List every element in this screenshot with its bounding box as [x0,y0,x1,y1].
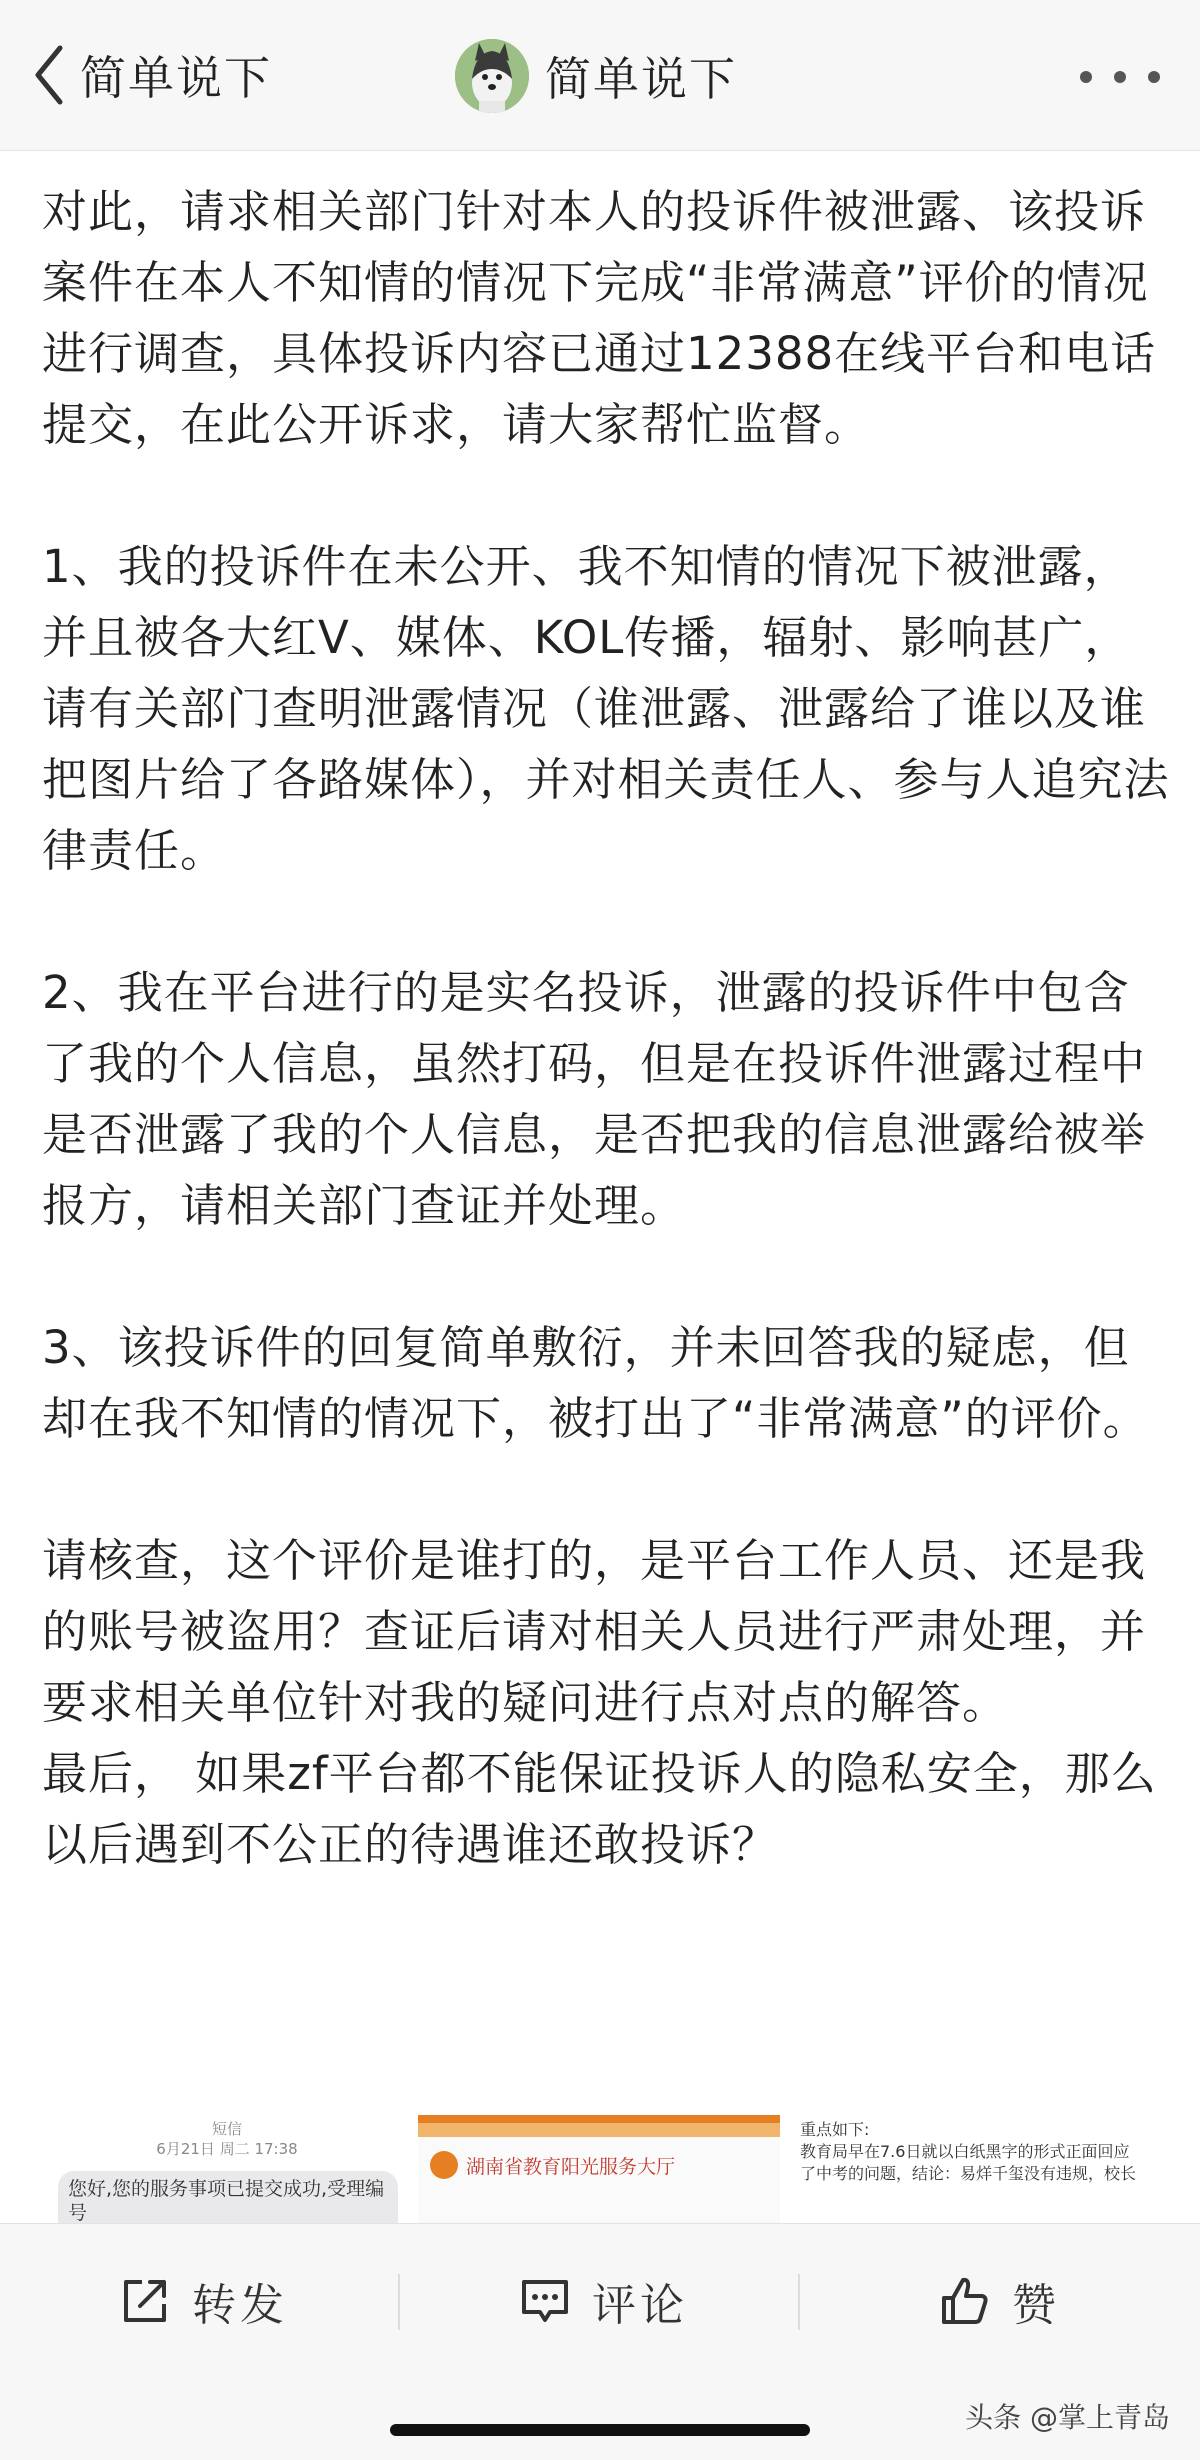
website-screenshot-image[interactable] [418,2115,780,2223]
share-icon [118,2274,172,2328]
thumbs-up-icon [938,2274,992,2328]
account-header[interactable] [455,38,737,114]
article-paragraph: 请核查，这个评价是谁打的，是平台工作人员、还是我的账号被盗用？查证后请对相关人员进行严肃处理，并要求相关单位针对我的疑问进行点对点的解答。 [42,1534,1147,1729]
image-strip[interactable] [0,2115,1200,2223]
more-options-button[interactable] [1080,52,1160,102]
source-watermark: 头条 @掌上青岛 [965,2401,1170,2434]
divider [798,2274,800,2330]
article-paragraph: 3、该投诉件的回复简单敷衍，并未回答我的疑虑，但却在我不知情的情况下，被打出了“非常满意”的评价。 [42,1321,1149,1445]
sms-header: 短信 [211,2120,242,2138]
notes-heading: 重点如下: [800,2120,870,2139]
husky-avatar-icon [455,39,529,113]
comment-button[interactable] [518,2266,688,2336]
notes-screenshot-image[interactable] [800,2115,1160,2223]
article-paragraph: 对此，请求相关部门针对本人的投诉件被泄露、该投诉案件在本人不知情的情况下完成“非常满意”评价的情况进行调查，具体投诉内容已通过12388在线平台和电话提交，在此公开诉求，请大家帮忙监督。 [42,185,1157,451]
comment-icon [518,2274,572,2328]
more-dot-icon [1148,71,1160,83]
more-dot-icon [1080,71,1092,83]
forward-label: 转发 [192,2280,288,2331]
chevron-left-icon [30,42,70,108]
bottom-action-bar [0,2223,1200,2460]
more-dot-icon [1114,71,1126,83]
page-title: 简单说下 [545,52,737,106]
top-nav-bar [0,0,1200,151]
notes-line: 了中考的问题，结论：易烊千玺没有违规，校长 [800,2164,1137,2183]
website-nav-strip [418,2123,780,2137]
sms-bubble: 您好,您的服务事项已提交成功,受理编号 [58,2171,398,2223]
back-button[interactable] [30,40,272,110]
article-body [42,176,1172,1880]
website-title: 湖南省教育阳光服务大厅 [466,2155,676,2178]
avatar[interactable] [455,39,529,113]
article-paragraph: 最后， 如果zf平台都不能保证投诉人的隐私安全，那么以后遇到不公正的待遇谁还敢投诉？ [42,1747,1157,1871]
article-paragraph: 1、我的投诉件在未公开、我不知情的情况下被泄露，并且被各大红V、媒体、KOL传播，辐射、影响甚广，请有关部门查明泄露情况（谁泄露、泄露给了谁以及谁把图片给了各路媒体），并对相关责任人、参与人追究法律责任。 [42,540,1170,877]
article-paragraph: 2、我在平台进行的是实名投诉，泄露的投诉件中包含了我的个人信息，虽然打码，但是在投诉件泄露过程中是否泄露了我的个人信息，是否把我的信息泄露给被举报方，请相关部门查证并处理。 [42,966,1147,1232]
notes-line: 教育局早在7.6日就以白纸黑字的形式正面回应 [800,2142,1130,2161]
comment-label: 评论 [592,2280,688,2331]
like-label: 赞 [1012,2280,1060,2331]
sms-screenshot-image[interactable] [42,2115,412,2223]
back-label: 简单说下 [80,51,272,105]
forward-button[interactable] [118,2266,288,2336]
like-button[interactable] [938,2266,1060,2336]
sms-date: 6月21日 周二 17:38 [156,2140,298,2158]
home-indicator[interactable] [390,2424,810,2436]
site-logo-icon [430,2151,458,2179]
divider [398,2274,400,2330]
